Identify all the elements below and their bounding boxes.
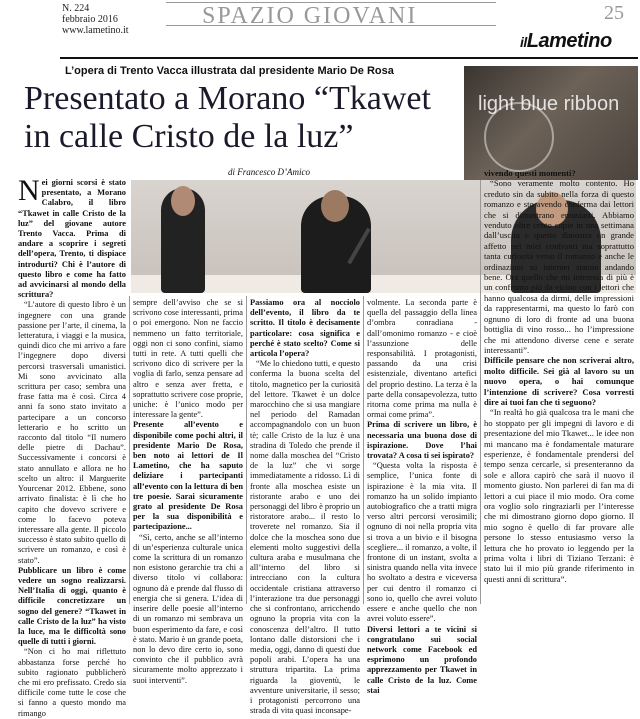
ribbon-photo xyxy=(464,66,638,180)
column-divider xyxy=(480,180,481,604)
article-headline: Presentato a Morano “Tkawet in calle Cristo de la luz” xyxy=(24,80,431,155)
answer-paragraph: “Questa volta la risposta è semplice, l’unica fonte di ispirazione è la mia vita. Il romanzo ha un solido impianto autobiografico che a tratti migra verso altri percorsi verosimili; ognuno di noi nella propria vita si trova a un bivio e il bisogna scegliere... il romanzo, a volte, il frontone di un instant, svolta a sinistra quando nella vita invece ho svoltato a destra e viceversa per cui dentro il romanzo ci sono io, quello che avrei voluto essere e anche quello che non avrei voluto essere”. xyxy=(367,461,477,624)
answer-paragraph: “Sì, certo, anche se all’interno di un’esperienza culturale unica come la scrittura di un romanzo non esistono gerarchie tra chi a diverso titolo vi collabora: ognuno dà e prende dal flusso di energia che si genera. L’idea di inserire delle poesie all’interno di un romanzo mi sembrava un buon esperimento da fare, e così è stato. Mario è un grande poeta, non lo devo dire certo io, sono convinto che il pubblico avrà sicuramente molto apprezzato i suoi interventi”. xyxy=(133,532,243,685)
ribbon-caption: light blue ribbon xyxy=(478,93,620,115)
website-link[interactable]: www.lametino.it xyxy=(62,25,129,36)
answer-paragraph: “In realtà ho già qualcosa tra le mani che ho stoppato per gli impegni di lavoro e di presentazione del mio Tkawet... le idee non mi mancano ma è fondamentale maturare esperienze, è fondamentale prendersi del tempo senza cercarle, si presenteranno da sole e allora capirò che sarà il nuovo il momento giusto. Non parlerei di fan ma di lettori a cui piace il mio modo. Ora come ora voglio solo ringraziarli per l’interesse che mi dimostrano giorno dopo giorno. Il mio sogno è quello di far provare alle persone lo stesso entusiasmo verso la lettura che ho provato io leggendo per la prima volta i libri di Tiziano Terzani: è stato lui il mio più grande riferimento in questi anni di scrittura”. xyxy=(484,407,634,584)
answer-paragraph: volmente. La seconda parte è quella del passaggio della linea d’ombra conradiana - dall’omonimo romanzo - e cioè l’assunzione delle responsabilità. I protagonisti, passando da una crisi esistenziale, diventano artefici del proprio destino. La terza è la parte della consapevolezza, tutto ritorna come prima ma nulla è ormai come prima”. xyxy=(367,298,477,420)
header-rule xyxy=(60,57,638,59)
column-divider xyxy=(363,296,364,604)
article-column-4 xyxy=(367,298,477,695)
article-column-1 xyxy=(18,174,126,718)
article-column-3 xyxy=(250,298,361,716)
brand-logo xyxy=(520,30,612,53)
question-paragraph: Prima di scrivere un libro, è necessaria una buona dose di ispirazione. Dove l’hai trovata? A cosa ti sei ispirato? xyxy=(367,420,477,461)
photo-woman-head xyxy=(171,186,195,216)
answer-paragraph: “Non ci ho mai riflettuto abbastanza forse perché ho subito ragionato pubblicherò che mi ero prefissato. Credo sia difficile come tutte le cose che si fanno a questo mondo ma rimango xyxy=(18,647,126,718)
question-paragraph: Passiamo ora al nocciolo dell’evento, il libro da te scritto. Il titolo è decisamente particolare: cosa significa e perché è stato scelto? Come si articola l’opera? xyxy=(250,298,360,359)
question-paragraph: Pubblicare un libro è come vedere un sogno realizzarsi. Nell’Italia di oggi, quanto è difficile concretizzare un sogno del genere? “Tkawet in calle Cristo de la luz” ha visto la luce, ma le difficoltà sono quelle di tutti i giorni. xyxy=(18,565,126,647)
article-kicker: L’opera di Trento Vacca illustrata dal presidente Mario De Rosa xyxy=(65,65,394,77)
article-column-5 xyxy=(484,168,634,604)
intro-question: ei giorni scorsi è stato presentato, a Morano Calabro, il libro “Tkawet in calle Cristo de la luz” del giovane autore Trento Vacca. Prima di andare a scoprire i segreti dell’opera, Trento, ti dispiace introdurti? Chi è l’autore di questo libro e come ha fatto ad avvicinarsi al mondo della scrittura? xyxy=(18,178,126,300)
page-header xyxy=(0,0,640,56)
question-paragraph: Diversi lettori a te vicini si congratulano sui social network come Facebook ed esprimono un profondo apprezzamento per Tkawet in calle Cristo de la luz. Come stai xyxy=(367,624,477,695)
question-paragraph: vivendo questi momenti? xyxy=(484,168,576,178)
issue-date: febbraio 2016 xyxy=(62,14,118,25)
brand-name: Lametino xyxy=(526,30,612,52)
issue-number: N. 224 xyxy=(62,3,90,14)
answer-paragraph: sempre dell’avviso che se si scrivono cose interessanti, prima o poi emergono. Non ne faccio nemmeno un fatto territoriale, oggi non ci sono confini, siamo tutti in rete. A tutti quelli che scrivono dico di scrivere per la voglia di farlo, senza pensare ad altro e senza aver fretta, e soprattutto scrivere cose proprie, uniche: è l’unico modo per interessare la gente”. xyxy=(133,298,243,420)
photo-author-head xyxy=(321,190,349,222)
question-paragraph: Presente all’evento e disponibile come pochi altri, il presidente Mario De Rosa, ben noto ai lettori de Il Lametino, che ha saputo deliziare i partecipanti all’evento con la lettura di ben tre poesie. Sarai sicuramente grato al presidente De Rosa per la sua disponibilità e partecipazione... xyxy=(133,420,243,532)
page-number: 25 xyxy=(604,2,624,24)
answer-paragraph: “Me lo chiedono tutti, e questo conferma la buona scelta del titolo, magnetico per la curiosità del lettore. Tkawet è un dolce marocchino che si usa mangiare nel periodo del Ramadan accompagnandolo con un buon tè; calle Cristo de la luz è una stradina di Toledo che prende il nome dalla moschea del “Cristo de la luz” che vi sorge immediatamente a ridosso. Lì di fronte alla moschea esiste un ristorante arabo e uno dei personaggi del libro è proprio un ristoratore arabo... il resto lo troverete nel romanzo. Sia il dolce che la moschea sono due elementi molto suggestivi della cultura araba e musulmana che all’interno del libro si intrecciano con la cultura occidentale cristiana attraverso l’interazione tra due personaggi che si confrontano, arricchendo ognuno la propria vita con la conoscenza dell’altro. Il tutto lontano dalle distorsioni che i media, oggi, danno di questi due popoli arabi. L’opera ha una struttura tripartita. La prima riguarda la gioventù, le avventure universitarie, il sesso; i protagonisti percorrono una strada di vita quasi inconsape- xyxy=(250,359,361,716)
section-title: SPAZIO GIOVANI xyxy=(202,3,418,29)
article-column-2 xyxy=(133,298,243,685)
question-paragraph: Difficile pensare che non scriverai altro, molto difficile. Sei già al lavoro su un nuovo opera, o hai comunque l’intenzione di scrivere? Cosa vorresti dire ai tuoi fan che ti seguono? xyxy=(484,355,634,407)
answer-paragraph: “Sono veramente molto contento. Ho creduto sin da subito nella forza di questo romanzo e sto avendo conferma dai lettori che si dimostrano entusiasti. Abbiamo venduto oltre cento copie in una settimana dall’uscita e questo dimostra un grande affetto nei miei confronti ma soprattutto tanta curiosità verso il romanzo e anche le ordinazioni su internet stanno andando bene. Ora quello che mi interessa di più è un confronto più da vicino con i lettori che hanno qualcosa da dirmi, delle impressioni da rappresentarmi, ma questo lo farò con ognuno di loro di fronte ad una buona bottiglia di vino rosso... ho l’impressione che mi attendono diverse cene e serate interessanti”. xyxy=(484,178,634,355)
dropcap: N xyxy=(18,174,40,207)
issue-info xyxy=(62,3,129,36)
article-byline: di Francesco D’Amico xyxy=(228,167,310,177)
brand-prefix: il xyxy=(520,34,527,50)
column-divider xyxy=(129,296,130,604)
column-divider xyxy=(246,296,247,604)
answer-paragraph: “L’autore di questo libro è un ingegnere con una grande passione per l’arte, il cinema, la letteratura, i viaggi e la musica, quindi dico che mi arrivo a fare l’ingegnere dopo diversi percorsi trasversali umanistici. Mi sono avvicinato alla scrittura per caso; sembra una frase fatta ma è così. Circa 4 anni fa sono stato invitato a partecipare a un concorso letterario e ho scritto un racconto dal titolo “Il numero delle pietre di Dachau”. Successivamente i concorsi è stato annullato e allora ne ho scelto un altro: il Marguerite Yourcenar 2012. Ebbene, sono arrivato finalista: è lì che ho capito che dovevo scrivere e come lo facevo poteva interessare alla gente. Il piccolo successo è stato subito quello di scrivere un romanzo, e così è stato”. xyxy=(18,300,126,565)
